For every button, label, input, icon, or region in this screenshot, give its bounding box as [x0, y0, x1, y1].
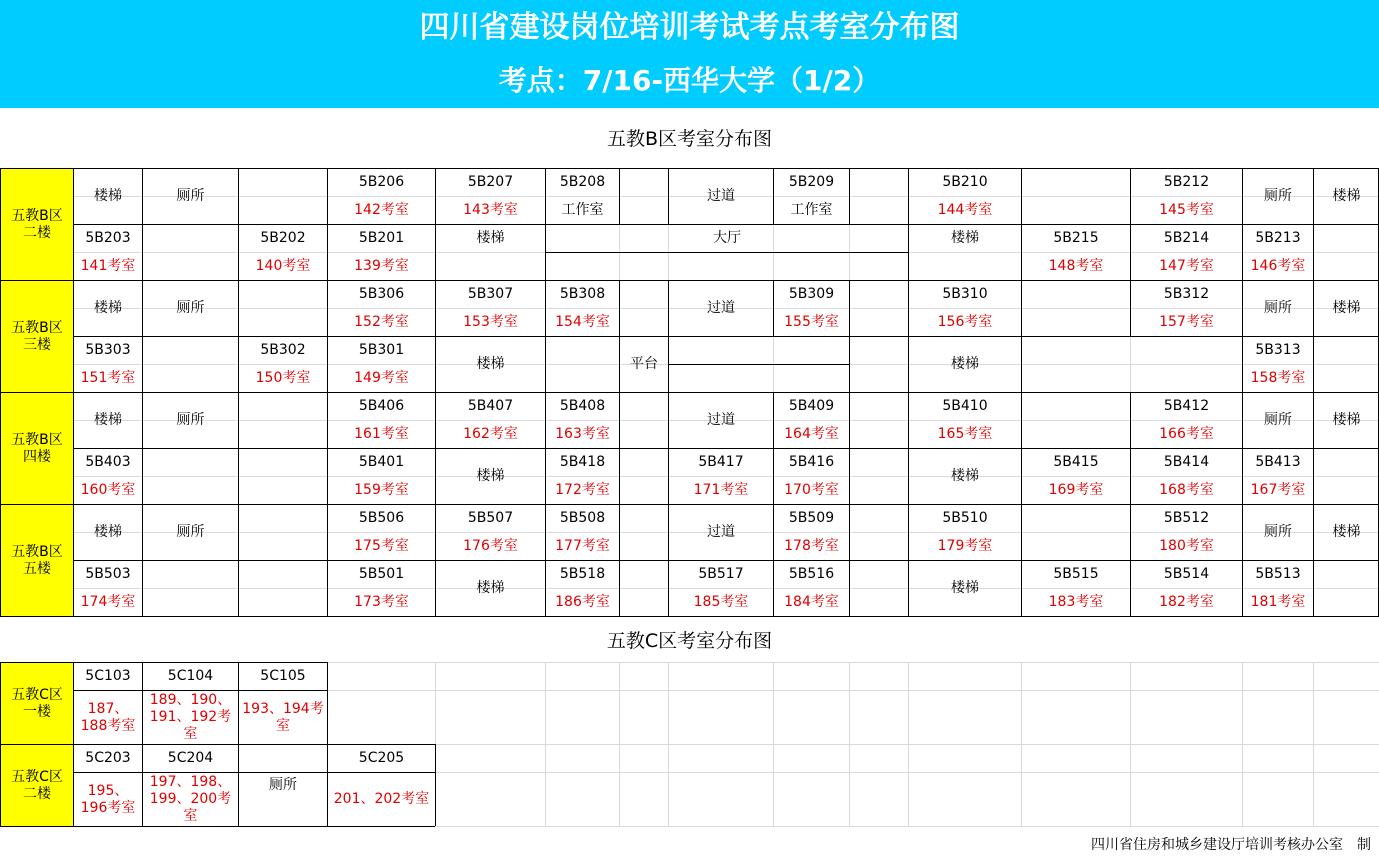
gridline	[849, 560, 850, 616]
stair-cell: 楼梯	[476, 468, 505, 484]
exam-room-label: 149考室	[354, 370, 409, 386]
stair-cell: 楼梯	[1332, 188, 1361, 204]
room-cell: 5C103	[85, 668, 131, 684]
room-cell: 5B412	[1163, 398, 1210, 414]
exam-room-label: 164考室	[784, 426, 839, 442]
room-cell: 5B410	[942, 398, 988, 414]
gridline	[1021, 336, 1022, 392]
gridline	[1021, 280, 1022, 336]
exam-room-label: 178考室	[784, 538, 839, 554]
room-cell: 5B408	[559, 398, 606, 414]
room-cell: 5C105	[260, 668, 306, 684]
exam-room-label: 172考室	[555, 482, 610, 498]
footer-credit: 四川省住房和城乡建设厅培训考核办公室 制	[1091, 837, 1371, 853]
gridline	[668, 364, 849, 365]
gridline-light	[773, 662, 774, 826]
room-cell: 5B516	[788, 566, 835, 582]
room-cell: 5B509	[788, 510, 835, 526]
exam-room-label: 169考室	[1048, 482, 1104, 498]
gridline	[849, 280, 850, 336]
room-cell: 5B517	[698, 566, 744, 582]
section-b-title: 五教B区考室分布图	[606, 128, 773, 150]
exam-room-label: 141考室	[80, 258, 136, 274]
gridline	[142, 448, 143, 504]
gridline	[619, 448, 620, 504]
room-cell: 5B303	[85, 342, 131, 358]
gridline	[327, 662, 328, 744]
stair-cell: 楼梯	[951, 356, 979, 372]
restroom-cell: 厕所	[1264, 524, 1292, 540]
gridline	[1313, 224, 1314, 280]
exam-room-label: 145考室	[1159, 202, 1214, 218]
stair-cell: 楼梯	[951, 468, 979, 484]
room-cell: 5B206	[358, 174, 405, 190]
exam-room-label: 153考室	[463, 314, 518, 330]
room-cell: 5B308	[559, 286, 606, 302]
gridline	[849, 336, 850, 392]
gridline	[142, 224, 143, 280]
exam-room-label: 158考室	[1250, 370, 1306, 386]
exam-room-label: 144考室	[937, 202, 993, 218]
gridline	[238, 392, 239, 448]
exam-room-label: 173考室	[354, 594, 409, 610]
restroom-cell: 厕所	[176, 300, 205, 316]
restroom-cell: 厕所	[1264, 300, 1292, 316]
room-cell: 5B301	[358, 342, 405, 358]
stair-cell: 楼梯	[1332, 300, 1361, 316]
exam-room-label: 195、196考室	[80, 782, 136, 816]
exam-room-label: 166考室	[1159, 426, 1214, 442]
gridline	[435, 744, 436, 826]
gridline	[619, 504, 620, 560]
restroom-cell: 厕所	[1264, 412, 1292, 428]
room-cell: 5B214	[1163, 230, 1210, 246]
room-cell: 5B306	[358, 286, 405, 302]
exam-room-label: 143考室	[463, 202, 518, 218]
passage-cell: 过道	[707, 300, 735, 316]
gridline	[0, 826, 435, 827]
exam-room-label: 151考室	[80, 370, 136, 386]
restroom-cell: 厕所	[176, 188, 205, 204]
page-subtitle: 考点：7/16-西华大学（1/2）	[498, 64, 881, 97]
room-cell: 5C205	[358, 750, 405, 766]
exam-room-label: 187、188考室	[80, 700, 136, 734]
room-cell: 5B215	[1053, 230, 1099, 246]
platform-cell: 平台	[630, 356, 658, 372]
gridline	[619, 280, 620, 336]
gridline	[849, 504, 850, 560]
room-cell: 5B510	[942, 510, 988, 526]
floor-label: 五教B区 二楼	[1, 169, 73, 280]
room-cell: 5B501	[358, 566, 405, 582]
room-cell: 5B203	[85, 230, 131, 246]
stair-cell: 楼梯	[951, 230, 979, 246]
gridline	[238, 168, 239, 224]
exam-room-label: 201、202考室	[333, 791, 430, 807]
room-cell: 5B506	[358, 510, 405, 526]
room-cell: 5B401	[358, 454, 405, 470]
exam-room-label: 154考室	[555, 314, 610, 330]
room-cell: 5B503	[85, 566, 131, 582]
gridline-light	[1313, 662, 1314, 826]
exam-room-label: 155考室	[784, 314, 839, 330]
passage-cell: 过道	[707, 188, 735, 204]
gridline	[849, 168, 850, 224]
exam-room-label: 165考室	[937, 426, 993, 442]
exam-room-label: 152考室	[354, 314, 409, 330]
gridline	[545, 252, 908, 253]
room-cell: 5B507	[467, 510, 514, 526]
room-cell: 5B212	[1163, 174, 1210, 190]
room-cell: 5B213	[1255, 230, 1301, 246]
exam-room-label: 181考室	[1250, 594, 1306, 610]
gridline	[238, 504, 239, 560]
exam-room-label: 168考室	[1159, 482, 1214, 498]
room-cell: 5C104	[167, 668, 214, 684]
exam-room-label: 186考室	[555, 594, 610, 610]
restroom-cell: 厕所	[1264, 188, 1292, 204]
exam-room-label: 185考室	[693, 594, 749, 610]
exam-room-label: 156考室	[937, 314, 993, 330]
exam-room-label: 150考室	[255, 370, 311, 386]
room-cell: 5C204	[167, 750, 214, 766]
exam-room-label: 170考室	[784, 482, 839, 498]
gridline	[142, 336, 143, 392]
gridline	[545, 336, 546, 392]
exam-room-label: 177考室	[555, 538, 610, 554]
exam-room-label: 148考室	[1048, 258, 1104, 274]
exam-room-label: 140考室	[255, 258, 311, 274]
exam-room-label: 161考室	[354, 426, 409, 442]
gridline	[1313, 448, 1314, 504]
office-label: 工作室	[561, 202, 604, 218]
room-cell: 5B313	[1255, 342, 1301, 358]
floor-label: 五教C区 一楼	[1, 663, 73, 744]
exam-room-label: 163考室	[555, 426, 610, 442]
exam-room-label: 167考室	[1250, 482, 1306, 498]
exam-room-label: 180考室	[1159, 538, 1214, 554]
exam-room-label: 189、190、191、192考室	[149, 692, 232, 742]
room-cell: 5B312	[1163, 286, 1210, 302]
gridline	[1313, 560, 1314, 616]
section-c-title: 五教C区考室分布图	[606, 630, 773, 652]
restroom-cell: 厕所	[269, 777, 297, 793]
exam-room-label: 182考室	[1159, 594, 1214, 610]
room-cell: 5B514	[1163, 566, 1210, 582]
stair-cell: 楼梯	[476, 580, 505, 596]
room-cell: 5B403	[85, 454, 131, 470]
exam-room-label: 139考室	[354, 258, 409, 274]
exam-room-label: 171考室	[693, 482, 749, 498]
gridline-light	[908, 662, 909, 826]
exam-room-label: 147考室	[1159, 258, 1214, 274]
floor-label: 五教B区 三楼	[1, 281, 73, 392]
gridline	[142, 560, 143, 616]
floor-label: 五教B区 五楼	[1, 505, 73, 616]
gridline	[1021, 392, 1022, 448]
room-cell: 5B207	[467, 174, 514, 190]
passage-cell: 过道	[707, 524, 735, 540]
room-cell: 5B414	[1163, 454, 1210, 470]
stair-cell: 楼梯	[1332, 412, 1361, 428]
exam-room-label: 197、198、199、200考室	[149, 774, 232, 824]
exam-room-label: 179考室	[937, 538, 993, 554]
room-cell: 5B407	[467, 398, 514, 414]
room-cell: 5B515	[1053, 566, 1099, 582]
gridline	[849, 448, 850, 504]
gridline-light	[1021, 662, 1022, 826]
gridline	[619, 168, 620, 224]
gridline	[0, 616, 1379, 617]
exam-room-label: 162考室	[463, 426, 518, 442]
exam-room-label: 193、194考室	[242, 700, 324, 734]
room-cell: 5B416	[788, 454, 835, 470]
room-cell: 5B209	[788, 174, 835, 190]
gridline	[619, 560, 620, 616]
exam-room-label: 160考室	[80, 482, 136, 498]
gridline-light	[545, 662, 546, 826]
room-cell: 5B418	[559, 454, 606, 470]
gridline	[1021, 168, 1022, 224]
gridline	[1021, 504, 1022, 560]
exam-room-label: 174考室	[80, 594, 136, 610]
exam-room-label: 184考室	[784, 594, 839, 610]
exam-room-label: 183考室	[1048, 594, 1104, 610]
gridline	[619, 392, 620, 448]
stair-cell: 楼梯	[476, 230, 505, 246]
gridline-light	[668, 662, 669, 826]
room-cell: 5B210	[942, 174, 988, 190]
exam-room-label: 146考室	[1250, 258, 1306, 274]
exam-room-label: 157考室	[1159, 314, 1214, 330]
gridline-light	[1130, 662, 1131, 826]
gridline-light	[619, 662, 620, 826]
stair-cell: 楼梯	[94, 412, 122, 428]
hall-cell: 大厅	[713, 230, 741, 246]
passage-cell: 过道	[707, 412, 735, 428]
stair-cell: 楼梯	[94, 300, 122, 316]
room-cell: 5C203	[85, 750, 131, 766]
gridline	[238, 448, 239, 504]
exam-room-label: 142考室	[354, 202, 409, 218]
restroom-cell: 厕所	[176, 524, 205, 540]
gridline-light	[1242, 662, 1243, 826]
exam-room-label: 159考室	[354, 482, 409, 498]
stair-cell: 楼梯	[1332, 524, 1361, 540]
room-cell: 5B201	[358, 230, 405, 246]
stair-cell: 楼梯	[476, 356, 505, 372]
room-cell: 5B413	[1255, 454, 1301, 470]
floor-label: 五教B区 四楼	[1, 393, 73, 504]
page-title: 四川省建设岗位培训考试考点考室分布图	[419, 10, 960, 45]
restroom-cell: 厕所	[176, 412, 205, 428]
room-cell: 5B406	[358, 398, 405, 414]
room-cell: 5B415	[1053, 454, 1099, 470]
gridline	[238, 280, 239, 336]
office-label: 工作室	[790, 202, 833, 218]
stair-cell: 楼梯	[94, 524, 122, 540]
floor-label: 五教C区 二楼	[1, 745, 73, 826]
gridline-light	[849, 662, 850, 826]
exam-room-label: 176考室	[463, 538, 518, 554]
room-cell: 5B518	[559, 566, 606, 582]
room-cell: 5B302	[260, 342, 306, 358]
room-cell: 5B508	[559, 510, 606, 526]
room-cell: 5B309	[788, 286, 835, 302]
room-cell: 5B409	[788, 398, 835, 414]
stair-cell: 楼梯	[94, 188, 122, 204]
room-cell: 5B307	[467, 286, 514, 302]
room-cell: 5B512	[1163, 510, 1210, 526]
room-cell: 5B310	[942, 286, 988, 302]
gridline	[238, 560, 239, 616]
gridline	[849, 392, 850, 448]
room-cell: 5B513	[1255, 566, 1301, 582]
room-cell: 5B417	[698, 454, 744, 470]
exam-room-label: 175考室	[354, 538, 409, 554]
room-cell: 5B202	[260, 230, 306, 246]
stair-cell: 楼梯	[951, 580, 979, 596]
room-cell: 5B208	[559, 174, 606, 190]
gridline	[1313, 336, 1314, 392]
